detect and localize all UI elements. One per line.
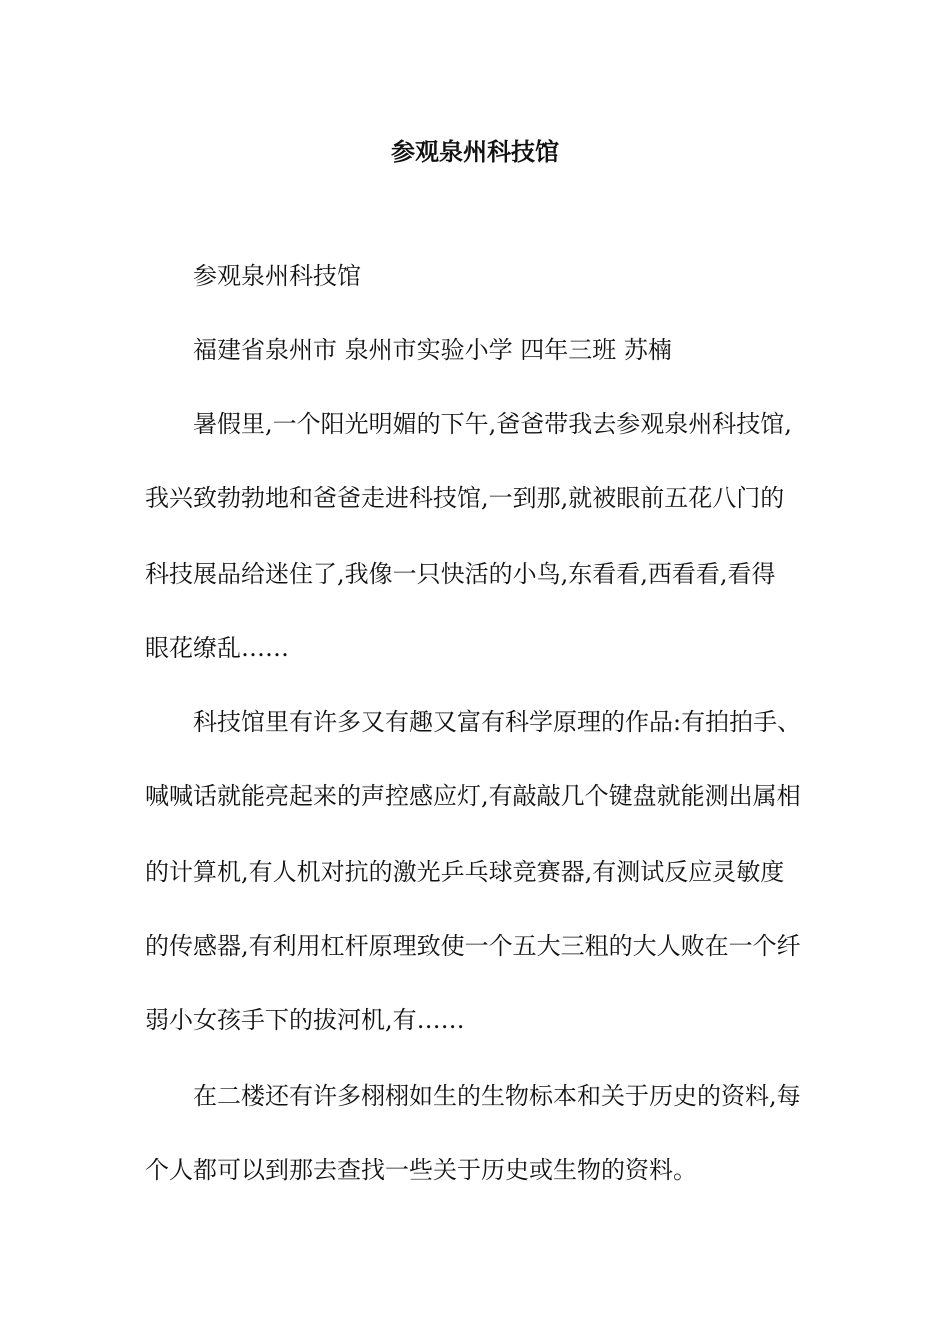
paragraph-3-line-2: 个人都可以到那去查找一些关于历史或生物的资料。 (145, 1156, 697, 1184)
paragraph-3-line-1: 在二楼还有许多栩栩如生的生物标本和关于历史的资料,每 (193, 1082, 801, 1110)
paragraph-1-line-4: 眼花缭乱…… (145, 634, 289, 662)
paragraph-1-line-3: 科技展品给迷住了,我像一只快活的小鸟,东看看,西看看,看得 (145, 560, 776, 588)
paragraph-2-line-3: 的计算机,有人机对抗的激光乒乓球竞赛器,有测试反应灵敏度 (145, 858, 785, 886)
paragraph-2-line-4: 的传感器,有利用杠杆原理致使一个五大三粗的大人败在一个纤 (145, 932, 801, 960)
subtitle-line: 参观泉州科技馆 (193, 262, 361, 290)
document-title: 参观泉州科技馆 (391, 137, 559, 166)
paragraph-1-line-1: 暑假里,一个阳光明媚的下午,爸爸带我去参观泉州科技馆, (193, 410, 792, 438)
paragraph-2-line-1: 科技馆里有许多又有趣又富有科学原理的作品:有拍拍手、 (193, 708, 802, 736)
paragraph-1-line-2: 我兴致勃勃地和爸爸走进科技馆,一到那,就被眼前五花八门的 (145, 484, 785, 512)
paragraph-2-line-2: 喊喊话就能亮起来的声控感应灯,有敲敲几个键盘就能测出属相 (145, 782, 801, 810)
author-line: 福建省泉州市 泉州市实验小学 四年三班 苏楠 (193, 336, 672, 364)
paragraph-2-line-5: 弱小女孩手下的拔河机,有…… (145, 1006, 465, 1034)
